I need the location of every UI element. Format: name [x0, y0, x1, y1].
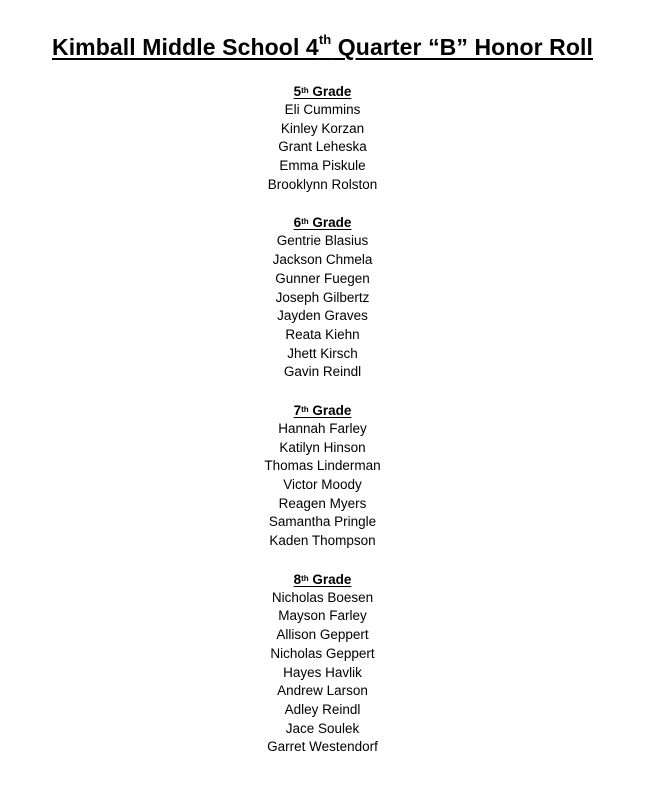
grade-label: Grade — [308, 215, 352, 231]
grade-ordinal: th — [301, 404, 309, 414]
student-name: Jace Soulek — [285, 720, 360, 736]
honor-roll-content — [0, 82, 645, 776]
student-name: Reata Kiehn — [285, 326, 360, 342]
grade-heading — [0, 82, 645, 101]
page-title-ordinal: th — [318, 32, 332, 47]
grade-label: Grade — [308, 84, 352, 99]
grade-number: 5 — [293, 84, 302, 99]
grade-section-6 — [0, 213, 645, 382]
page-title-prefix: Kimball Middle School 4 — [51, 34, 319, 60]
grade-number: 8 — [293, 571, 302, 587]
student-name: Thomas Linderman — [264, 458, 381, 474]
page-title — [0, 34, 645, 61]
student-name: Joseph Gilbertz — [275, 289, 370, 305]
student-name: Gavin Reindl — [283, 364, 362, 380]
student-name: Garret Westendorf — [267, 739, 378, 755]
student-name: Hannah Farley — [278, 420, 367, 436]
grade-section-5 — [0, 82, 645, 194]
grade-section-8 — [0, 570, 645, 757]
student-name: Grant Leheska — [278, 139, 367, 155]
grade-number: 7 — [293, 402, 302, 418]
page-title-suffix: Quarter “B” Honor Roll — [331, 34, 594, 60]
student-name: Brooklynn Rolston — [267, 176, 378, 192]
grade-heading — [0, 570, 645, 589]
grade-section-7 — [0, 401, 645, 551]
grade-ordinal: th — [301, 86, 309, 95]
student-name: Andrew Larson — [277, 683, 368, 699]
grade-ordinal: th — [301, 573, 309, 583]
student-list — [0, 420, 645, 551]
student-name: Adley Reindl — [284, 701, 361, 717]
student-name: Kaden Thompson — [269, 533, 376, 549]
student-list — [0, 232, 645, 382]
student-name: Jackson Chmela — [272, 252, 373, 268]
student-name: Reagen Myers — [278, 495, 367, 511]
student-name: Nicholas Boesen — [271, 589, 374, 605]
student-name: Samantha Pringle — [268, 514, 377, 530]
student-name: Gunner Fuegen — [275, 270, 370, 286]
grade-label: Grade — [308, 402, 352, 418]
grade-label: Grade — [308, 571, 352, 587]
student-name: Kinley Korzan — [280, 120, 365, 136]
student-name: Victor Moody — [283, 477, 362, 492]
grade-ordinal: th — [301, 217, 309, 227]
student-name: Jayden Graves — [277, 308, 368, 324]
student-name: Hayes Havlik — [283, 664, 362, 680]
student-list — [0, 589, 645, 757]
grade-number: 6 — [293, 215, 302, 231]
student-name: Eli Cummins — [284, 102, 361, 117]
student-name: Allison Geppert — [276, 627, 369, 643]
student-list — [0, 101, 645, 194]
grade-heading — [0, 213, 645, 232]
grade-heading — [0, 401, 645, 420]
student-name: Jhett Kirsch — [287, 345, 358, 361]
student-name: Nicholas Geppert — [270, 645, 375, 661]
student-name: Mayson Farley — [278, 608, 367, 624]
student-name: Gentrie Blasius — [276, 233, 369, 249]
student-name: Katilyn Hinson — [279, 439, 366, 455]
student-name: Emma Piskule — [279, 158, 366, 174]
